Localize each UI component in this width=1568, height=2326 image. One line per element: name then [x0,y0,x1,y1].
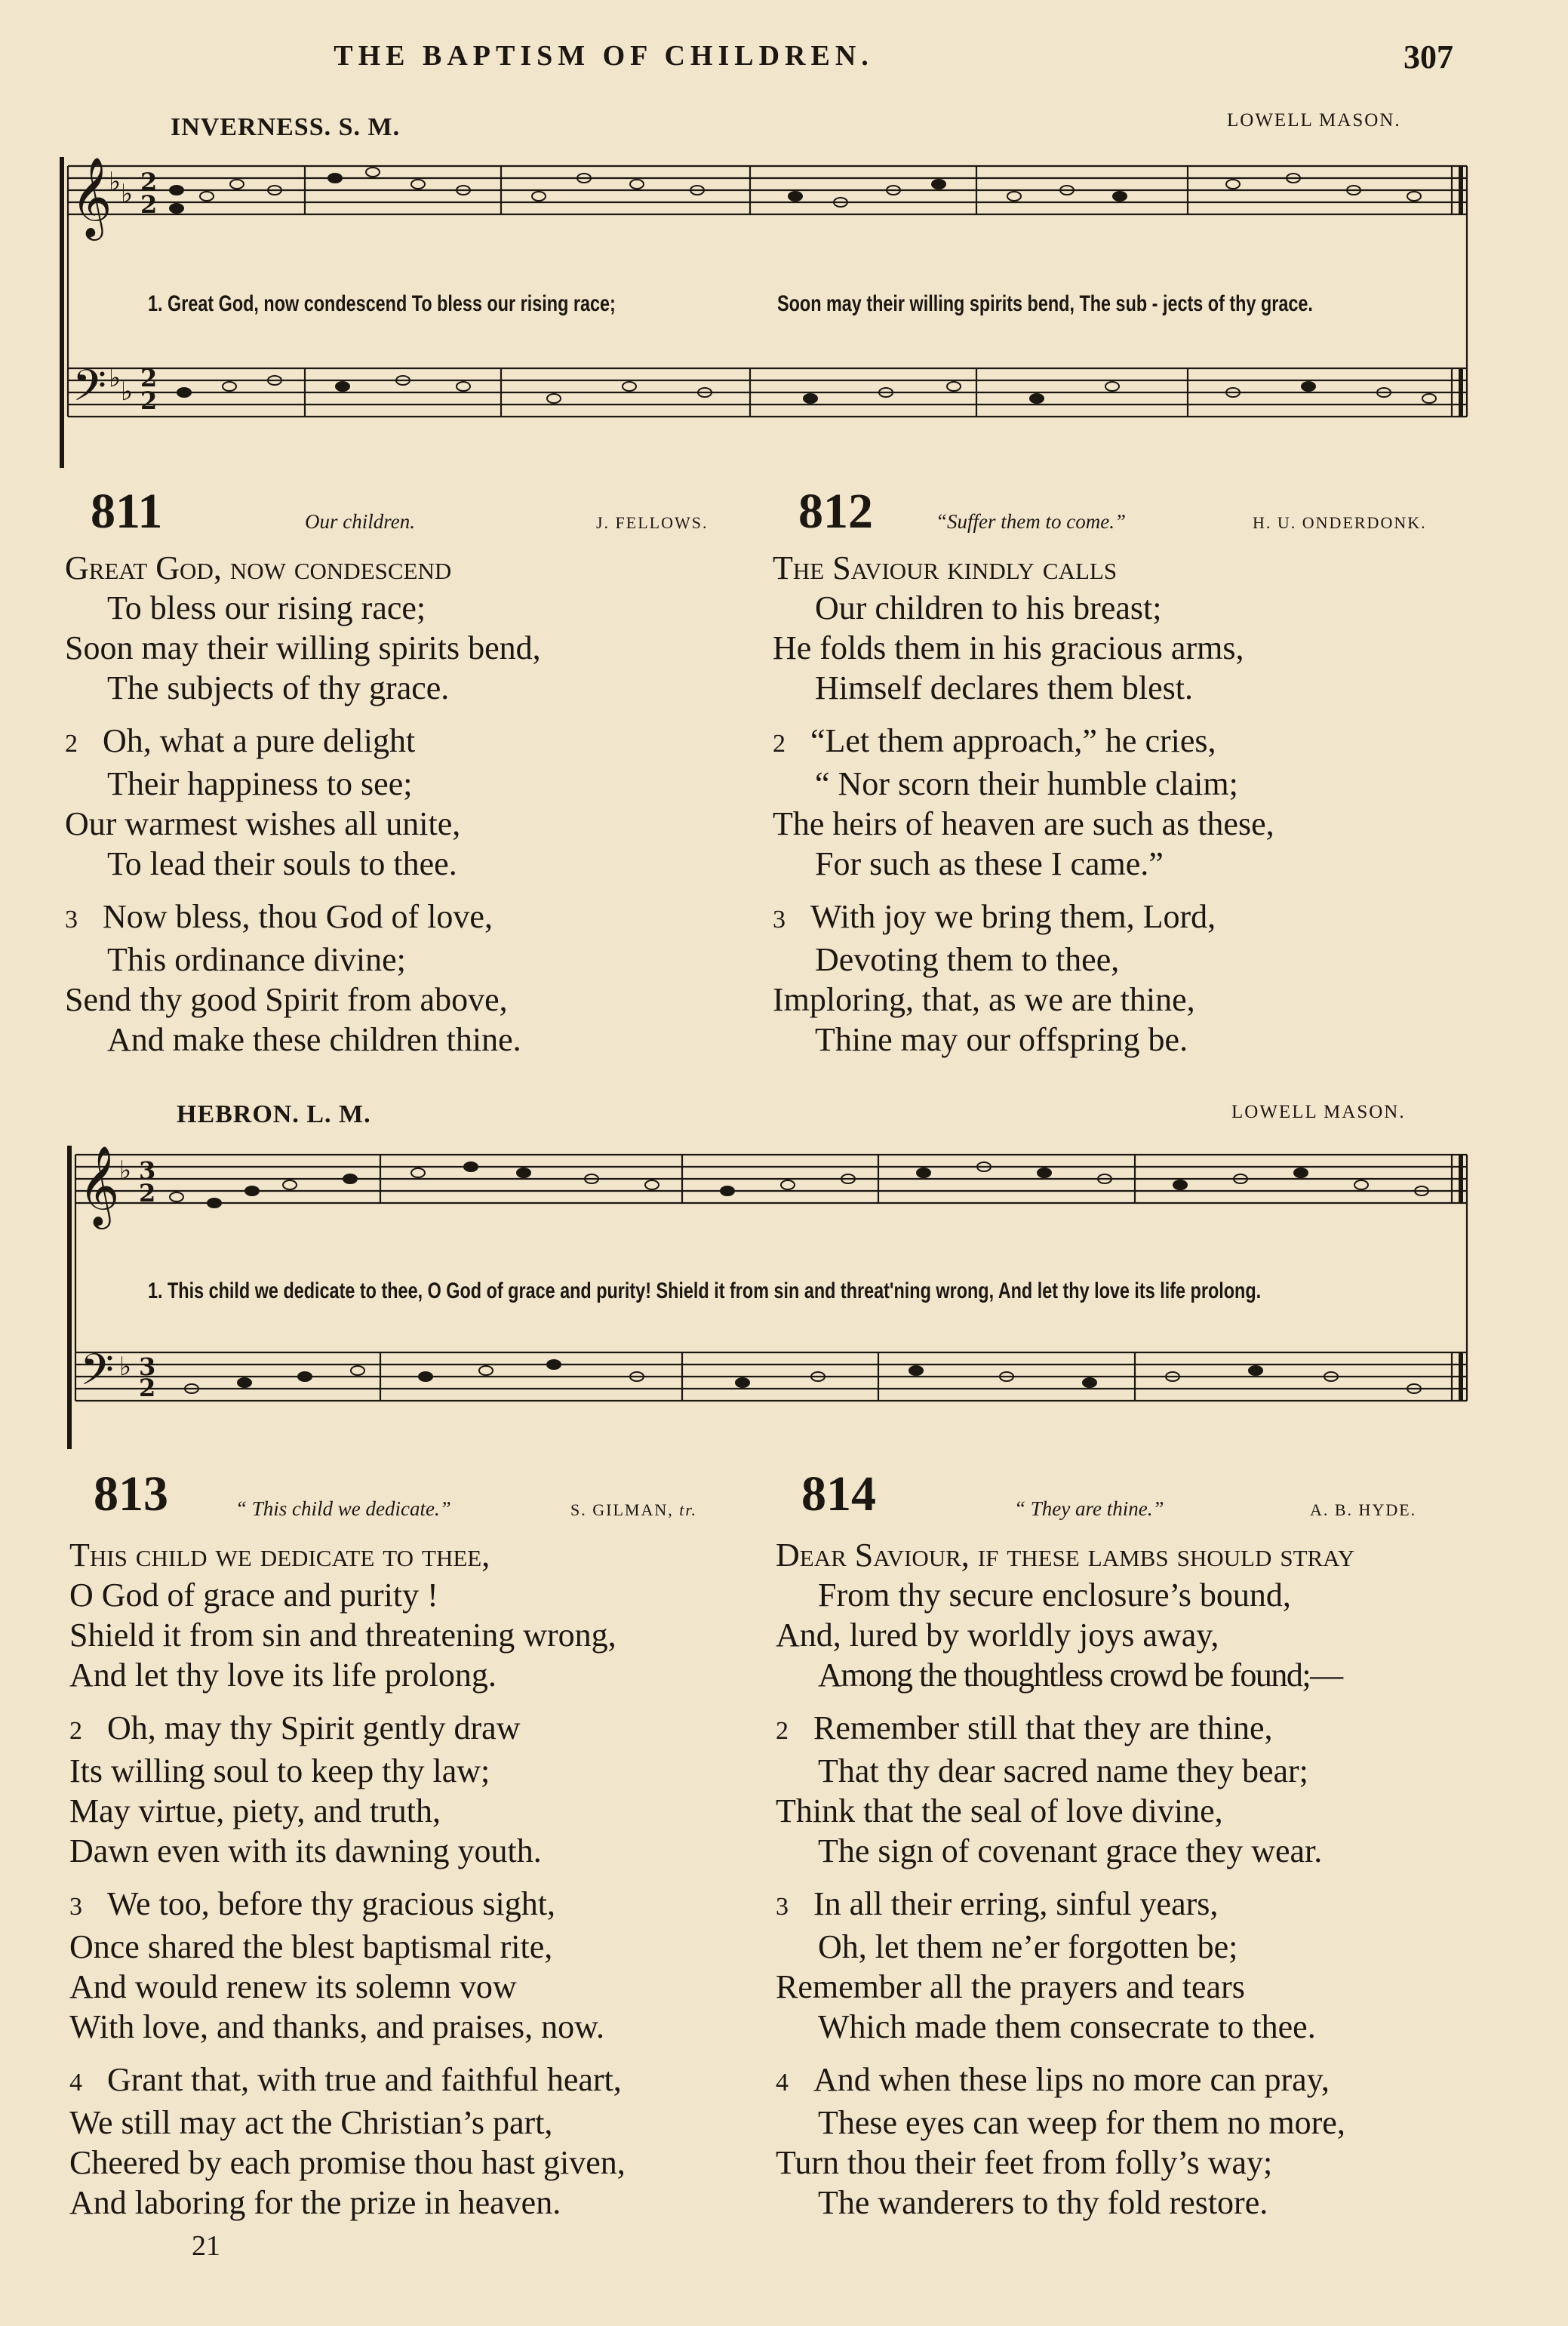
svg-text:2: 2 [140,364,158,392]
svg-text:2: 2 [140,386,158,415]
verse-line: And make these children thine. [107,1021,521,1058]
verse-line: Now bless, thou God of love, [103,898,493,935]
verse-line: This ordinance divine; [107,941,406,978]
verse-line: Imploring, that, as we are thine, [773,981,1195,1018]
verse [776,2060,1354,2223]
verse-line: Thine may our offspring be. [815,1021,1188,1058]
verse-line: Himself declares them blest. [815,669,1193,706]
verse-line: And laboring for the prize in heaven. [69,2184,561,2221]
verse-line: Grant that, with true and faithful heart, [107,2061,622,2098]
verse [776,1708,1354,1871]
tune-composer-inverness: LOWELL MASON. [1227,110,1401,131]
svg-text:♭: ♭ [119,1352,132,1382]
tune-name-inverness: INVERNESS. S. M. [171,113,401,141]
verse-line: For such as these I came.” [815,845,1164,882]
verse-number: 4 [69,2069,82,2097]
svg-text:3: 3 [139,1156,156,1185]
verse-line: Their happiness to see; [107,765,413,802]
verse-line: Soon may their willing spirits bend, [65,629,541,666]
tune-lyric-inverness-b: Soon may their willing spirits bend, The sub - jects of thy grace. [777,291,1313,316]
verse-number: 3 [776,1893,789,1921]
verse-line: The sign of covenant grace they wear. [818,1832,1323,1869]
verse-line: With joy we bring them, Lord, [810,898,1216,935]
page-header-title: THE BAPTISM OF CHILDREN. [334,40,874,72]
svg-text:♭: ♭ [121,377,134,407]
verse-line: Oh, let them ne’er forgotten be; [818,1928,1238,1965]
verse-number: 4 [776,2069,789,2097]
verse-line: Which made them consecrate to thee. [818,2008,1316,2045]
verse-line: Great God, now condescend [65,549,452,586]
verse-line: “ Nor scorn their humble claim; [815,765,1238,802]
verse-number: 2 [773,730,786,758]
verse-line: The wanderers to thy fold restore. [818,2184,1268,2221]
svg-text:♭: ♭ [109,363,121,393]
verse-line: Our warmest wishes all unite, [65,805,461,842]
tune-composer-hebron: LOWELL MASON. [1231,1102,1406,1122]
hymn-number-814: 814 [801,1466,876,1521]
verse-line: Devoting them to thee, [815,941,1120,978]
verse-line: This child we dedicate to thee, [69,1537,490,1574]
verse-line: “Let them approach,” he cries, [810,722,1216,759]
verse [69,1535,626,1695]
svg-text:2: 2 [140,190,158,219]
verse-line: And let thy love its life prolong. [69,1657,497,1694]
verse-line: The heirs of heaven are such as these, [773,805,1274,842]
svg-text:♭: ♭ [121,179,134,209]
verse-number: 3 [773,906,786,934]
hymn-author-813-tr: tr. [679,1500,697,1519]
hymn-subtitle-811: Our children. [305,510,415,533]
svg-text:𝄢: 𝄢 [72,360,107,422]
verse [69,1884,626,2047]
svg-text:2: 2 [139,1179,156,1208]
hymn-author-814: A. B. HYDE. [1310,1500,1417,1519]
verse-line: And would renew its solemn vow [69,1968,517,2005]
verse [776,1884,1354,2047]
svg-text:♭: ♭ [109,167,121,197]
svg-text:𝄞: 𝄞 [78,1145,120,1226]
hymn-number-811: 811 [91,484,163,539]
svg-text:2: 2 [139,1374,156,1402]
verse-line: Turn thou their feet from folly’s way; [776,2144,1273,2181]
hymn-author-812: H. U. ONDERDONK. [1253,513,1427,532]
verse-number: 2 [65,730,78,758]
verse-line: Remember all the prayers and tears [776,1968,1245,2005]
verse-number: 3 [69,1893,82,1921]
hymn-author-811: J. FELLOWS. [596,513,709,532]
verse-line: To bless our rising race; [107,589,426,626]
verse-line: Think that the seal of love divine, [776,1792,1223,1829]
verse-line: Our children to his breast; [815,589,1162,626]
verse-line: Dear Saviour, if these lambs should stray [776,1537,1355,1574]
hymn-subtitle-812: “Suffer them to come.” [936,510,1126,533]
verse-number: 2 [69,1717,82,1745]
hymn-subtitle-813: “ This child we dedicate.” [235,1497,451,1520]
verse [65,548,541,708]
verse [776,1535,1354,1695]
verse [69,2060,626,2223]
signature-mark: 21 [192,2230,220,2262]
verse-line: And when these lips no more can pray, [813,2061,1330,2098]
verse-line: The subjects of thy grace. [107,669,450,706]
verse-line: We still may act the Christian’s part, [69,2104,553,2141]
svg-text:2: 2 [140,168,158,196]
hymn-subtitle-814: “ They are thine.” [1014,1497,1164,1520]
hymn-number-813: 813 [94,1466,168,1521]
verse-line: To lead their souls to thee. [107,845,457,882]
verse-line: The Saviour kindly calls [773,549,1118,586]
verse-line: Dawn even with its dawning youth. [69,1832,542,1869]
verse-line: Among the thoughtless crowd be found;— [818,1657,1342,1694]
verse-line: Its willing soul to keep thy law; [69,1752,490,1789]
verse [69,1708,626,1871]
hymn-811-text [65,548,541,1060]
verse-line: With love, and thanks, and praises, now. [69,2008,605,2045]
verse-line: Once shared the blest baptismal rite, [69,1928,553,1965]
verse-line: He folds them in his gracious arms, [773,629,1244,666]
tune-name-hebron: HEBRON. L. M. [177,1100,371,1128]
tune-lyric-hebron: 1. This child we dedicate to thee, O God of grace and purity! Shield it from sin and threat'ning wrong, And let thy love its life prolong. [148,1278,1262,1303]
verse-line: And, lured by worldly joys away, [776,1617,1219,1654]
hymn-author-813-name: S. GILMAN, [570,1500,674,1519]
svg-text:3: 3 [139,1352,156,1381]
verse-line: O God of grace and purity ! [69,1577,438,1614]
hymn-814-text [776,1535,1354,2223]
verse-line: May virtue, piety, and truth, [69,1792,441,1829]
svg-text:𝄞: 𝄞 [71,156,112,237]
verse [65,721,541,884]
verse [773,897,1274,1060]
svg-text:♭: ♭ [119,1155,132,1186]
verse [65,897,541,1060]
tune-lyric-inverness-a: 1. Great God, now condescend To bless our rising race; [148,291,616,316]
verse-line: These eyes can weep for them no more, [818,2104,1345,2141]
verse-line: Shield it from sin and threatening wrong, [69,1617,616,1654]
verse-number: 3 [65,906,78,934]
verse-line: Cheered by each promise thou hast given, [69,2144,626,2181]
hymn-author-813 [570,1500,697,1520]
verse-line: From thy secure enclosure’s bound, [818,1577,1291,1614]
verse-line: In all their erring, sinful years, [813,1885,1219,1922]
verse-line: Oh, what a pure delight [103,722,416,759]
verse-line: We too, before thy gracious sight, [107,1885,555,1922]
verse-line: Send thy good Spirit from above, [65,981,508,1018]
hymn-number-812: 812 [798,484,873,539]
svg-text:𝄢: 𝄢 [80,1344,115,1406]
verse-line: That thy dear sacred name they bear; [818,1752,1308,1789]
verse [773,721,1274,884]
verse-line: Remember still that they are thine, [813,1709,1273,1746]
verse-number: 2 [776,1717,789,1745]
hymn-812-text [773,548,1274,1060]
hymn-813-text [69,1535,626,2223]
verse-line: Oh, may thy Spirit gently draw [107,1709,521,1746]
page-number: 307 [1404,38,1453,75]
verse [773,548,1274,708]
